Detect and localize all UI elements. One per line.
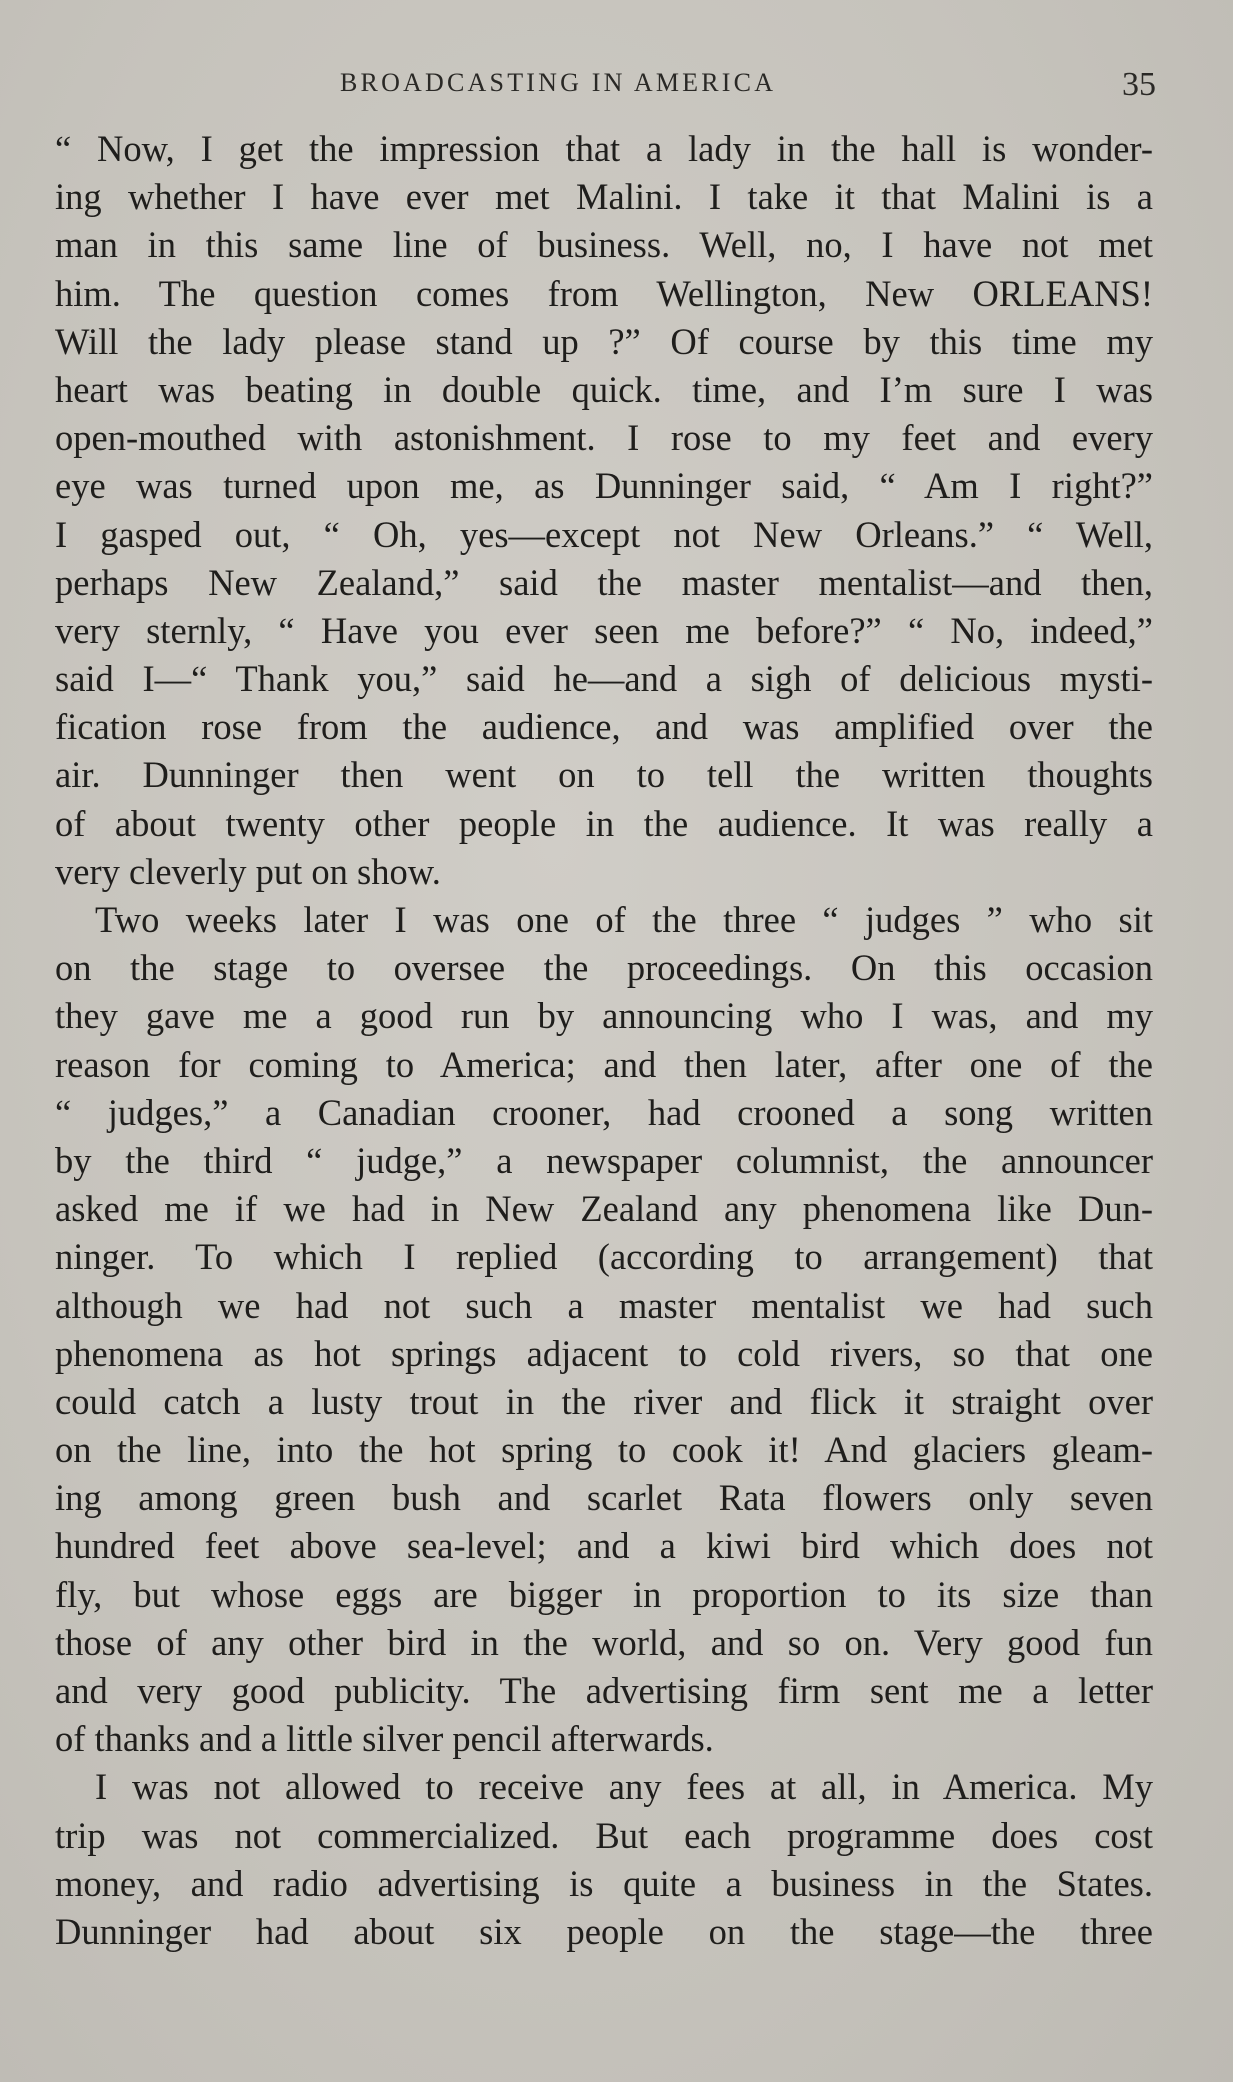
- text-line: could catch a lusty trout in the river and flick it straight over: [55, 1380, 1153, 1422]
- text-line: and very good publicity. The advertising firm sent me a letter: [55, 1670, 1153, 1711]
- text-line: of about twenty other people in the audience. It was really a: [55, 802, 1153, 844]
- text-line: money, and radio advertising is quite a business in the States.: [55, 1862, 1153, 1904]
- text-line: Dunninger had about six people on the stage—the three: [55, 1910, 1153, 1952]
- text-line: very cleverly put on show.: [55, 850, 441, 892]
- text-line: I gasped out, “ Oh, yes—except not New Orleans.” “ Well,: [55, 513, 1153, 555]
- text-line: fly, but whose eggs are bigger in proportion to its size than: [55, 1573, 1153, 1615]
- text-line: on the stage to oversee the proceedings. On this occasion: [55, 947, 1153, 989]
- text-line: said I—“ Thank you,” said he—and a sigh of delicious mysti-: [55, 658, 1153, 700]
- paragraph: [55, 896, 1153, 1763]
- text-line: ing whether I have ever met Malini. I take it that Malini is a: [55, 176, 1153, 218]
- text-line: trip was not commercialized. But each programme does cost: [55, 1814, 1153, 1856]
- text-line: Will the lady please stand up ?” Of course by this time my: [55, 320, 1153, 362]
- running-head: BROADCASTING IN AMERICA: [340, 68, 777, 97]
- text-line: although we had not such a master mentalist we had such: [55, 1284, 1153, 1326]
- paragraph: [55, 1763, 1153, 1956]
- text-line: of thanks and a little silver pencil afterwards.: [55, 1718, 714, 1760]
- text-line: on the line, into the hot spring to cook it! And glaciers gleam-: [55, 1429, 1153, 1471]
- text-line: phenomena as hot springs adjacent to cold rivers, so that one: [55, 1332, 1153, 1374]
- text-line: heart was beating in double quick. time, and I’m sure I was: [55, 368, 1153, 410]
- paragraph: [55, 125, 1153, 896]
- text-line: ninger. To which I replied (according to arrangement) that: [55, 1236, 1153, 1278]
- page-header: [0, 66, 1233, 106]
- text-line: air. Dunninger then went on to tell the written thoughts: [55, 754, 1153, 796]
- text-line: eye was turned upon me, as Dunninger said, “ Am I right?”: [55, 465, 1153, 507]
- text-line: man in this same line of business. Well, no, I have not met: [55, 224, 1153, 266]
- text-line: I was not allowed to receive any fees at all, in America. My: [95, 1766, 1153, 1808]
- text-line: reason for coming to America; and then later, after one of the: [55, 1043, 1153, 1085]
- text-line: very sternly, “ Have you ever seen me before?” “ No, indeed,”: [55, 609, 1153, 651]
- text-line: open-mouthed with astonishment. I rose to my feet and every: [55, 417, 1153, 459]
- body-text: [55, 125, 1153, 1956]
- text-line: those of any other bird in the world, and so on. Very good fun: [55, 1621, 1153, 1663]
- text-line: “ judges,” a Canadian crooner, had crooned a song written: [55, 1091, 1153, 1133]
- page-number: 35: [1122, 66, 1156, 103]
- text-line: asked me if we had in New Zealand any phenomena like Dun-: [55, 1188, 1153, 1230]
- text-line: ing among green bush and scarlet Rata flowers only seven: [55, 1477, 1153, 1519]
- text-line: by the third “ judge,” a newspaper columnist, the announcer: [55, 1139, 1153, 1181]
- text-line: “ Now, I get the impression that a lady in the hall is wonder-: [55, 128, 1153, 169]
- text-line: they gave me a good run by announcing who I was, and my: [55, 995, 1153, 1037]
- text-line: Two weeks later I was one of the three “ judges ” who sit: [95, 899, 1153, 940]
- text-line: perhaps New Zealand,” said the master mentalist—and then,: [55, 561, 1153, 603]
- text-line: him. The question comes from Wellington, New ORLEANS!: [55, 272, 1153, 314]
- text-line: fication rose from the audience, and was amplified over the: [55, 706, 1153, 748]
- text-line: hundred feet above sea-level; and a kiwi bird which does not: [55, 1525, 1153, 1567]
